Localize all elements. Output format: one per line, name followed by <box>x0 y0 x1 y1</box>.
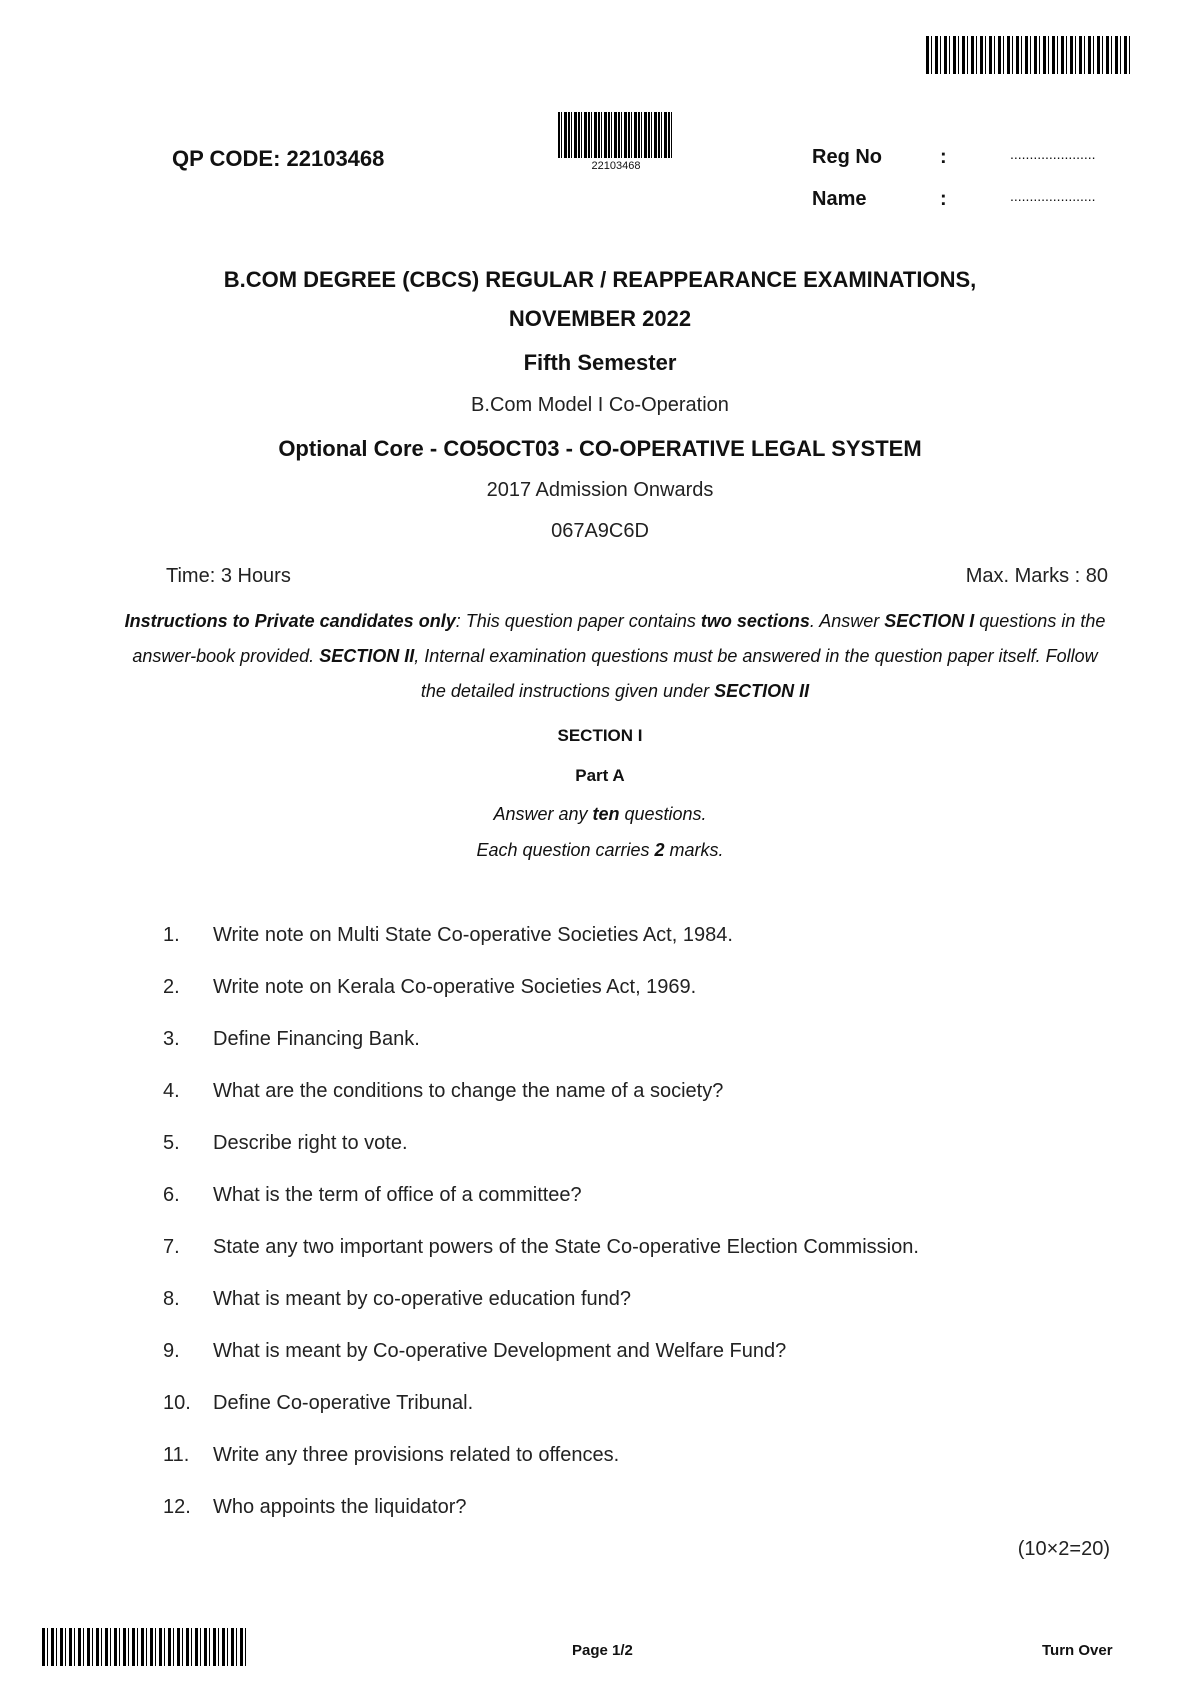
question-number: 8. <box>163 1288 180 1310</box>
question-number: 11. <box>163 1444 190 1466</box>
instr-text-2: . Answer <box>809 611 885 631</box>
question-number: 1. <box>163 924 180 946</box>
question-text: Define Co-operative Tribunal. <box>213 1392 474 1414</box>
question-text: What is the term of office of a committee? <box>213 1184 582 1206</box>
exam-title-line2: NOVEMBER 2022 <box>508 306 692 331</box>
time-allowed: Time: 3 Hours <box>166 565 291 587</box>
admission: 2017 Admission Onwards <box>486 479 714 501</box>
max-marks: Max. Marks : 80 <box>965 565 1108 587</box>
question-text: What are the conditions to change the name of a society? <box>213 1080 724 1102</box>
exam-title-line1: B.COM DEGREE (CBCS) REGULAR / REAPPEARANCE EXAMINATIONS, <box>223 267 977 292</box>
question-text: Write any three provisions related to offences. <box>213 1444 620 1466</box>
top-matrix-code <box>926 36 1130 74</box>
instr-bold-4: SECTION II <box>319 646 415 666</box>
answer-bold: ten <box>592 804 620 824</box>
question-text: Define Financing Bank. <box>213 1028 420 1050</box>
bottom-matrix-code <box>42 1628 246 1666</box>
question-number: 10. <box>163 1392 191 1414</box>
marks-total: (10×2=20) <box>1017 1538 1110 1560</box>
question-text: What is meant by Co-operative Development and Welfare Fund? <box>213 1340 787 1362</box>
question-item <box>163 1028 420 1051</box>
question-item <box>163 1184 582 1207</box>
reg-no-field: ...................... <box>1010 146 1096 162</box>
reg-no-colon: : <box>940 146 947 168</box>
question-text: Who appoints the liquidator? <box>213 1496 467 1518</box>
question-item <box>163 976 696 999</box>
question-number: 9. <box>163 1340 180 1362</box>
qp-code: QP CODE: 22103468 <box>172 146 385 171</box>
paper-code: 067A9C6D <box>551 520 649 542</box>
instr-bold-3: SECTION I <box>884 611 975 631</box>
question-number: 5. <box>163 1132 180 1154</box>
name-colon: : <box>940 188 947 210</box>
section-title: SECTION I <box>557 726 643 745</box>
programme: B.Com Model I Co-Operation <box>471 394 729 416</box>
question-text: State any two important powers of the State Co-operative Election Commission. <box>213 1236 919 1258</box>
name-field: ...................... <box>1010 188 1096 204</box>
carries-post: marks. <box>664 840 724 860</box>
semester: Fifth Semester <box>523 350 677 375</box>
instr-text-3: questions in the answer-book provided. <box>132 611 1106 666</box>
question-item <box>163 1392 473 1415</box>
question-item <box>163 1288 631 1311</box>
question-item <box>163 1080 723 1103</box>
question-number: 2. <box>163 976 180 998</box>
instr-bold-5: SECTION II <box>714 681 810 701</box>
part-title: Part A <box>575 766 625 785</box>
question-number: 12. <box>163 1496 191 1518</box>
question-item <box>163 1236 919 1259</box>
question-number: 6. <box>163 1184 180 1206</box>
marks-instruction <box>0 840 1200 861</box>
question-item <box>163 924 733 947</box>
question-number: 4. <box>163 1080 180 1102</box>
turn-over: Turn Over <box>1042 1642 1113 1659</box>
name-label: Name <box>812 188 867 210</box>
reg-no-label: Reg No <box>812 146 882 168</box>
question-item <box>163 1340 786 1363</box>
instr-text-1: : This question paper contains <box>455 611 701 631</box>
question-text: Write note on Kerala Co-operative Societies Act, 1969. <box>213 976 697 998</box>
question-text: Write note on Multi State Co-operative Societies Act, 1984. <box>213 924 733 946</box>
instr-bold-2: two sections <box>700 611 810 631</box>
question-text: What is meant by co-operative education fund? <box>213 1288 632 1310</box>
answer-post: questions. <box>619 804 707 824</box>
question-item <box>163 1496 467 1519</box>
question-number: 7. <box>163 1236 180 1258</box>
carries-bold: 2 <box>654 840 665 860</box>
question-item <box>163 1132 408 1155</box>
instr-text-4: , Internal examination questions must be answered in the question paper itself. Follow the detailed instructions given under <box>414 646 1098 701</box>
instructions <box>120 604 1110 709</box>
instr-bold-1: Instructions to Private candidates only <box>124 611 456 631</box>
question-number: 3. <box>163 1028 180 1050</box>
page-number: Page 1/2 <box>572 1642 633 1659</box>
carries-pre: Each question carries <box>476 840 655 860</box>
barcode-text: 22103468 <box>591 160 641 172</box>
answer-instruction <box>0 804 1200 825</box>
answer-pre: Answer any <box>493 804 593 824</box>
barcode <box>558 112 674 158</box>
question-item <box>163 1444 619 1467</box>
question-text: Describe right to vote. <box>213 1132 408 1154</box>
course-title: Optional Core - CO5OCT03 - CO-OPERATIVE LEGAL SYSTEM <box>278 436 922 461</box>
